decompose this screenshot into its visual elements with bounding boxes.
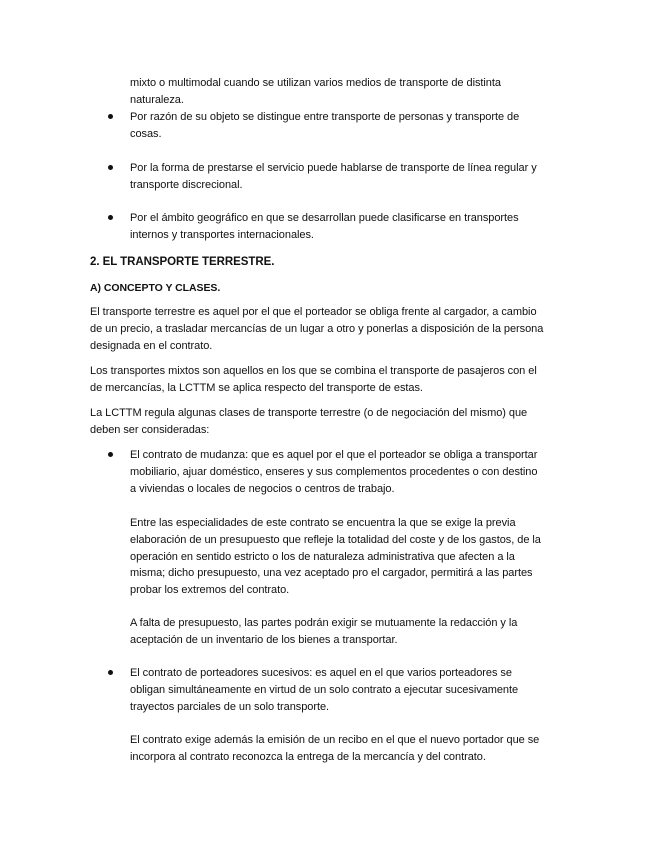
paragraph-line: deben ser consideradas: [90, 424, 210, 436]
list-item: cosas. [130, 128, 162, 140]
text-line: naturaleza. [130, 94, 184, 106]
paragraph-line: de mercancías, la LCTTM se aplica respecto del transporte de estas. [90, 382, 423, 394]
list-item: Entre las especialidades de este contrato se encuentra la que se exige la previa [130, 517, 516, 529]
list-item: Por el ámbito geográfico en que se desarrollan puede clasificarse en transportes [130, 212, 519, 224]
bullet-icon [108, 452, 113, 457]
list-item: probar los extremos del contrato. [130, 584, 290, 596]
list-item: A falta de presupuesto, las partes podrán exigir se mutuamente la redacción y la [130, 617, 518, 629]
paragraph-line: Los transportes mixtos son aquellos en los que se combina el transporte de pasajeros con el [90, 365, 537, 377]
text-line: mixto o multimodal cuando se utilizan varios medios de transporte de distinta [130, 77, 501, 89]
list-item: Por razón de su objeto se distingue entre transporte de personas y transporte de [130, 111, 520, 123]
list-item: trayectos parciales de un solo transporte. [130, 701, 330, 713]
list-item: elaboración de un presupuesto que refleje la totalidad del coste y de los gastos, de la [130, 534, 541, 546]
list-item: a viviendas o locales de negocios o centros de trabajo. [130, 483, 395, 495]
paragraph-line: designada en el contrato. [90, 340, 213, 352]
list-item: Por la forma de prestarse el servicio puede hablarse de transporte de línea regular y [130, 162, 537, 174]
list-item: internos y transportes internacionales. [130, 229, 314, 241]
list-item: operación en sentido estricto o los de naturaleza administrativa que afecten a la [130, 551, 515, 563]
list-item: El contrato de mudanza: que es aquel por el que el porteador se obliga a transportar [130, 449, 538, 461]
list-item: incorpora al contrato reconozca la entrega de la mercancía y del contrato. [130, 751, 486, 763]
list-item: El contrato exige además la emisión de un recibo en el que el nuevo portador que se [130, 734, 540, 746]
bullet-icon [108, 114, 113, 119]
bullet-icon [108, 215, 113, 220]
list-item: aceptación de un inventario de los bienes a transportar. [130, 634, 398, 646]
subsection-title: A) CONCEPTO Y CLASES. [90, 282, 221, 294]
paragraph-line: El transporte terrestre es aquel por el que el porteador se obliga frente al cargador, a cambio [90, 306, 537, 318]
bullet-icon [108, 670, 113, 675]
list-item: transporte discrecional. [130, 179, 243, 191]
paragraph-line: La LCTTM regula algunas clases de transporte terrestre (o de negociación del mismo) que [90, 407, 528, 419]
list-item: El contrato de porteadores sucesivos: es aquel en el que varios porteadores se [130, 667, 512, 679]
section-title: 2. EL TRANSPORTE TERRESTRE. [90, 256, 275, 268]
list-item: obligan simultáneamente en virtud de un solo contrato a ejecutar sucesivamente [130, 684, 519, 696]
paragraph-line: de un precio, a trasladar mercancías de un lugar a otro y ponerlas a disposición de la persona [90, 323, 544, 335]
list-item: misma; dicho presupuesto, una vez aceptado pro el cargador, permitirá a las partes [130, 567, 533, 579]
bullet-icon [108, 165, 113, 170]
list-item: mobiliario, ajuar doméstico, enseres y sus complementos procedentes o con destino [130, 466, 538, 478]
